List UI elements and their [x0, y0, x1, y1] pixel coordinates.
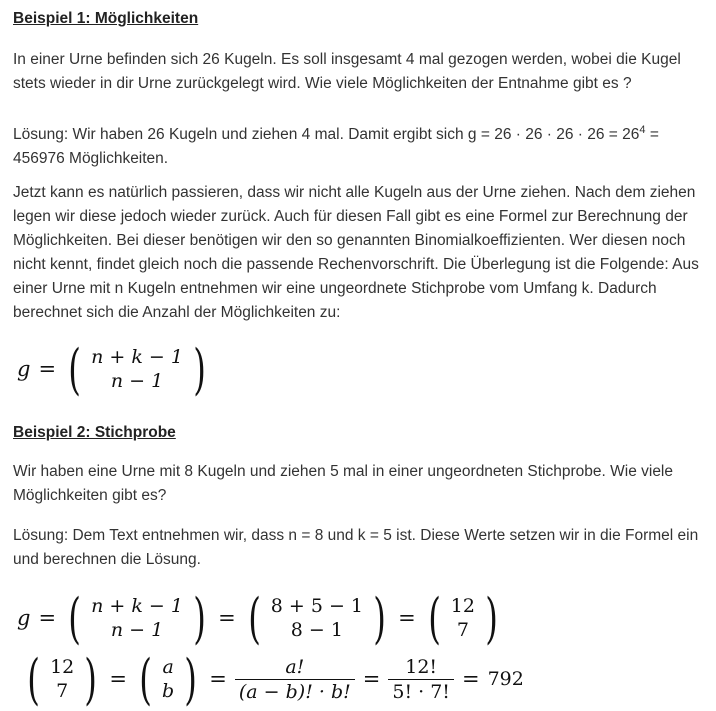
paragraph-task-2: Wir haben eine Urne mit 8 Kugeln und ziehen 5 mal in einer ungeordneten Stichprobe. Wie viele Möglichkeiten gibt es?: [13, 463, 673, 504]
f2-equals-1: =: [109, 667, 127, 691]
f1-b2-bottom: 8 − 1: [290, 619, 343, 641]
fraction-general-denominator: (a − b)! · b!: [238, 680, 351, 703]
binomial-coefficient: [64, 338, 210, 401]
solution-1-text-b: = 456976 Möglichkeiten.: [13, 126, 659, 168]
f1-equals-3: =: [398, 606, 416, 630]
f2-equals-4: =: [461, 667, 480, 691]
f1-b3-top: 12: [450, 595, 475, 617]
f1-binomial-result: ( 12 7 ): [427, 586, 498, 650]
fraction-general-numerator: a!: [285, 655, 305, 678]
f2-binomial-numeric: ( 12 7 ): [27, 647, 98, 711]
f1-binomial-general: ( n + k − 1 n − 1 ): [68, 586, 206, 650]
heading-example-2: Beispiel 2: Stichprobe: [13, 424, 176, 441]
f1-equals-2: =: [218, 606, 236, 630]
formula-lhs-g: g: [17, 357, 31, 381]
f1-b1-top: n + k − 1: [91, 595, 183, 617]
f1-binomial-substituted: ( 8 + 5 − 1 8 − 1 ): [247, 586, 386, 650]
fraction-numeric-numerator: 12!: [405, 655, 438, 678]
final-result: 792: [487, 668, 524, 690]
binomial-top: n + k − 1: [91, 346, 183, 368]
paren-left: (: [68, 337, 81, 401]
f1-b1-bottom: n − 1: [110, 619, 164, 641]
f1-equals-1: =: [38, 606, 57, 630]
formula-equals: =: [38, 357, 57, 381]
f2-equals-3: =: [362, 667, 381, 691]
solution-1-text-a: Lösung: Wir haben 26 Kugeln und ziehen 4 mal. Damit ergibt sich g = 26 · 26 · 26 · 26 = 26: [13, 126, 640, 144]
f1-b2-top: 8 + 5 − 1: [270, 595, 364, 617]
solution-1-exponent: 4: [639, 124, 646, 136]
fraction-numeric: [388, 655, 454, 704]
paragraph-task-1: In einer Urne befinden sich 26 Kugeln. Es soll insgesamt 4 mal gezogen werden, wobei die Kugel stets wieder in dir Urne zurückgelegt wird. Wie viele Möglichkeiten der Entnahme gibt es ?: [13, 51, 681, 92]
f2-b2-bottom: b: [162, 680, 175, 702]
f2-b1-bottom: 7: [56, 680, 69, 702]
paragraph-solution-1: [13, 118, 708, 171]
f2-binomial-ab: ( a b ): [139, 647, 198, 711]
fraction-numeric-denominator: 5! · 7!: [392, 680, 450, 703]
binomial-bottom: n − 1: [110, 370, 164, 392]
f2-b1-top: 12: [50, 656, 75, 678]
f2-b2-top: a: [162, 656, 174, 678]
paragraph-solution-2: Lösung: Dem Text entnehmen wir, dass n = 8 und k = 5 ist. Diese Werte setzen wir in die Formel ein und berechnen die Lösung.: [13, 527, 699, 568]
f2-equals-2: =: [209, 667, 227, 691]
heading-example-1: Beispiel 1: Möglichkeiten: [13, 10, 199, 27]
f1-b3-bottom: 7: [456, 619, 469, 641]
paren-right: ): [193, 337, 206, 401]
f1-lhs-g: g: [17, 606, 31, 630]
paragraph-explanation: Jetzt kann es natürlich passieren, dass wir nicht alle Kugeln aus der Urne ziehen. Nach dem ziehen legen wir diese jedoch wieder zurück. Auch für diesen Fall gibt es eine Formel zur Berechnung der Möglichkeiten. Bei dieser benötigen wir den so genannten Binomialkoeffizienten. Wer diesen noch nicht kennt, findet gleich noch die passende Rechenvorschrift. Die Überlegung ist die Folgende: Aus einer Urne mit n Kugeln entnehmen wir eine ungeordnete Stichprobe vom Umfang k. Dadurch berechnet sich die Anzahl der Möglichkeiten zu:: [13, 184, 699, 321]
fraction-general: [235, 655, 355, 704]
